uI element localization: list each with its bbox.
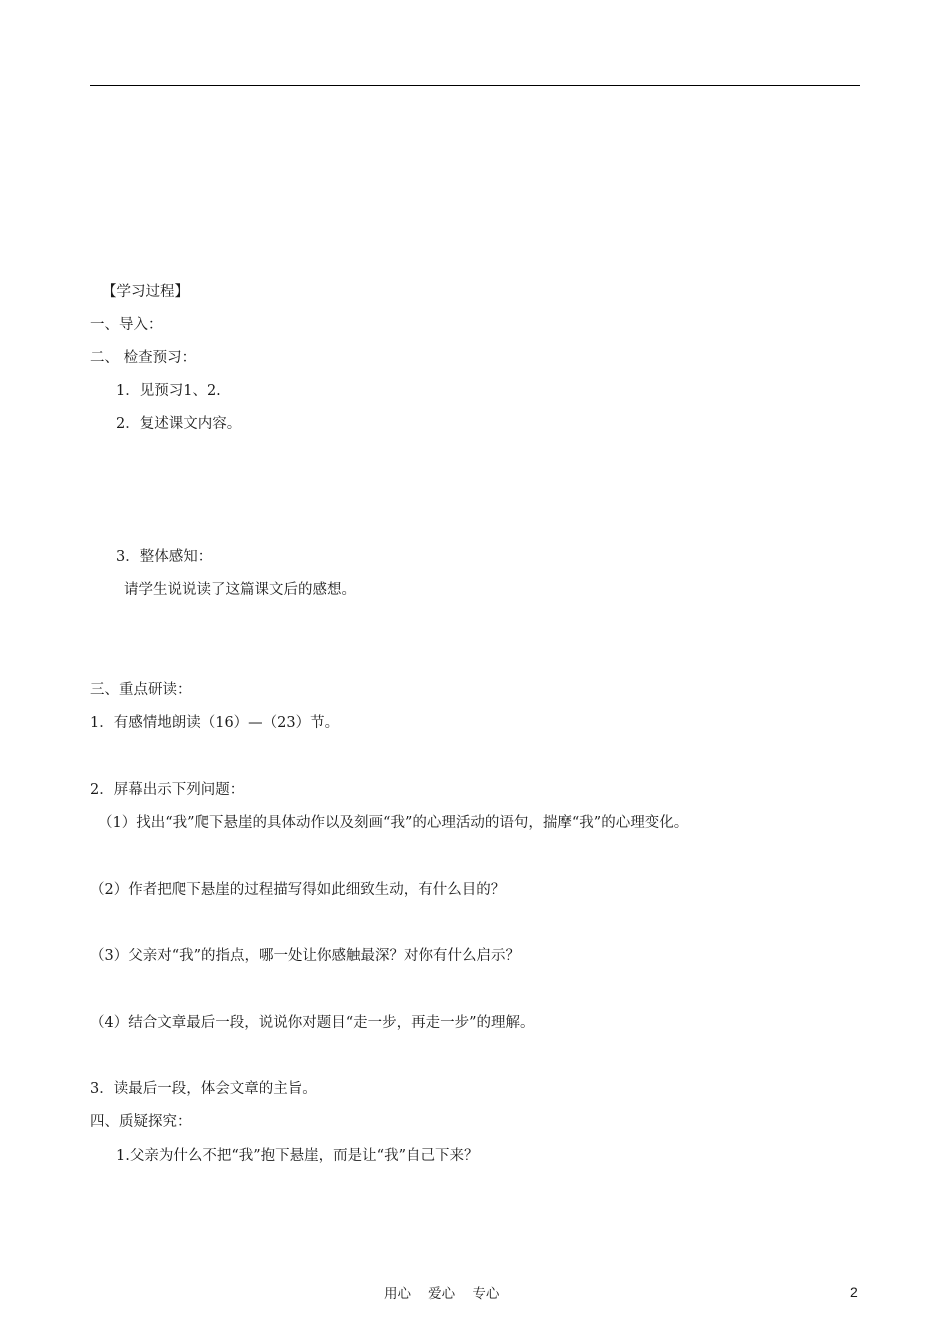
question-2: （2）作者把爬下悬崖的过程描写得如此细致生动，有什么目的？ [90, 882, 506, 898]
inquiry-heading: 四、质疑探究： [90, 1114, 192, 1130]
header-rule [90, 85, 860, 86]
focus-item-2: 2．屏幕出示下列问题： [90, 782, 245, 798]
focus-reading-heading: 三、重点研读： [90, 682, 192, 698]
question-3: （3）父亲对“我”的指点，哪一处让你感触最深？对你有什么启示？ [90, 948, 521, 964]
check-item-1: 1．见预习1、2. [116, 383, 221, 399]
check-preview-heading: 二、 检查预习： [90, 350, 197, 366]
section-title: 【学习过程】 [102, 284, 189, 300]
check-item-3: 3．整体感知： [116, 549, 213, 565]
intro-heading: 一、导入： [90, 317, 163, 333]
footer-text: 用心 爱心 专心 [384, 1286, 500, 1302]
check-item-2: 2．复述课文内容。 [116, 416, 242, 432]
inquiry-item-1: 1.父亲为什么不把“我”抱下悬崖，而是让“我”自己下来？ [116, 1148, 479, 1164]
check-item-3-text: 请学生说说读了这篇课文后的感想。 [124, 582, 356, 598]
question-1: （1）找出“我”爬下悬崖的具体动作以及刻画“我”的心理活动的语句，揣摩“我”的心理变化。 [98, 815, 689, 831]
question-4: （4）结合文章最后一段，说说你对题目“走一步，再走一步”的理解。 [90, 1015, 535, 1031]
focus-item-1: 1．有感情地朗读（16）—（23）节。 [90, 715, 340, 731]
page-number: 2 [850, 1284, 858, 1300]
focus-item-3: 3．读最后一段，体会文章的主旨。 [90, 1081, 317, 1097]
